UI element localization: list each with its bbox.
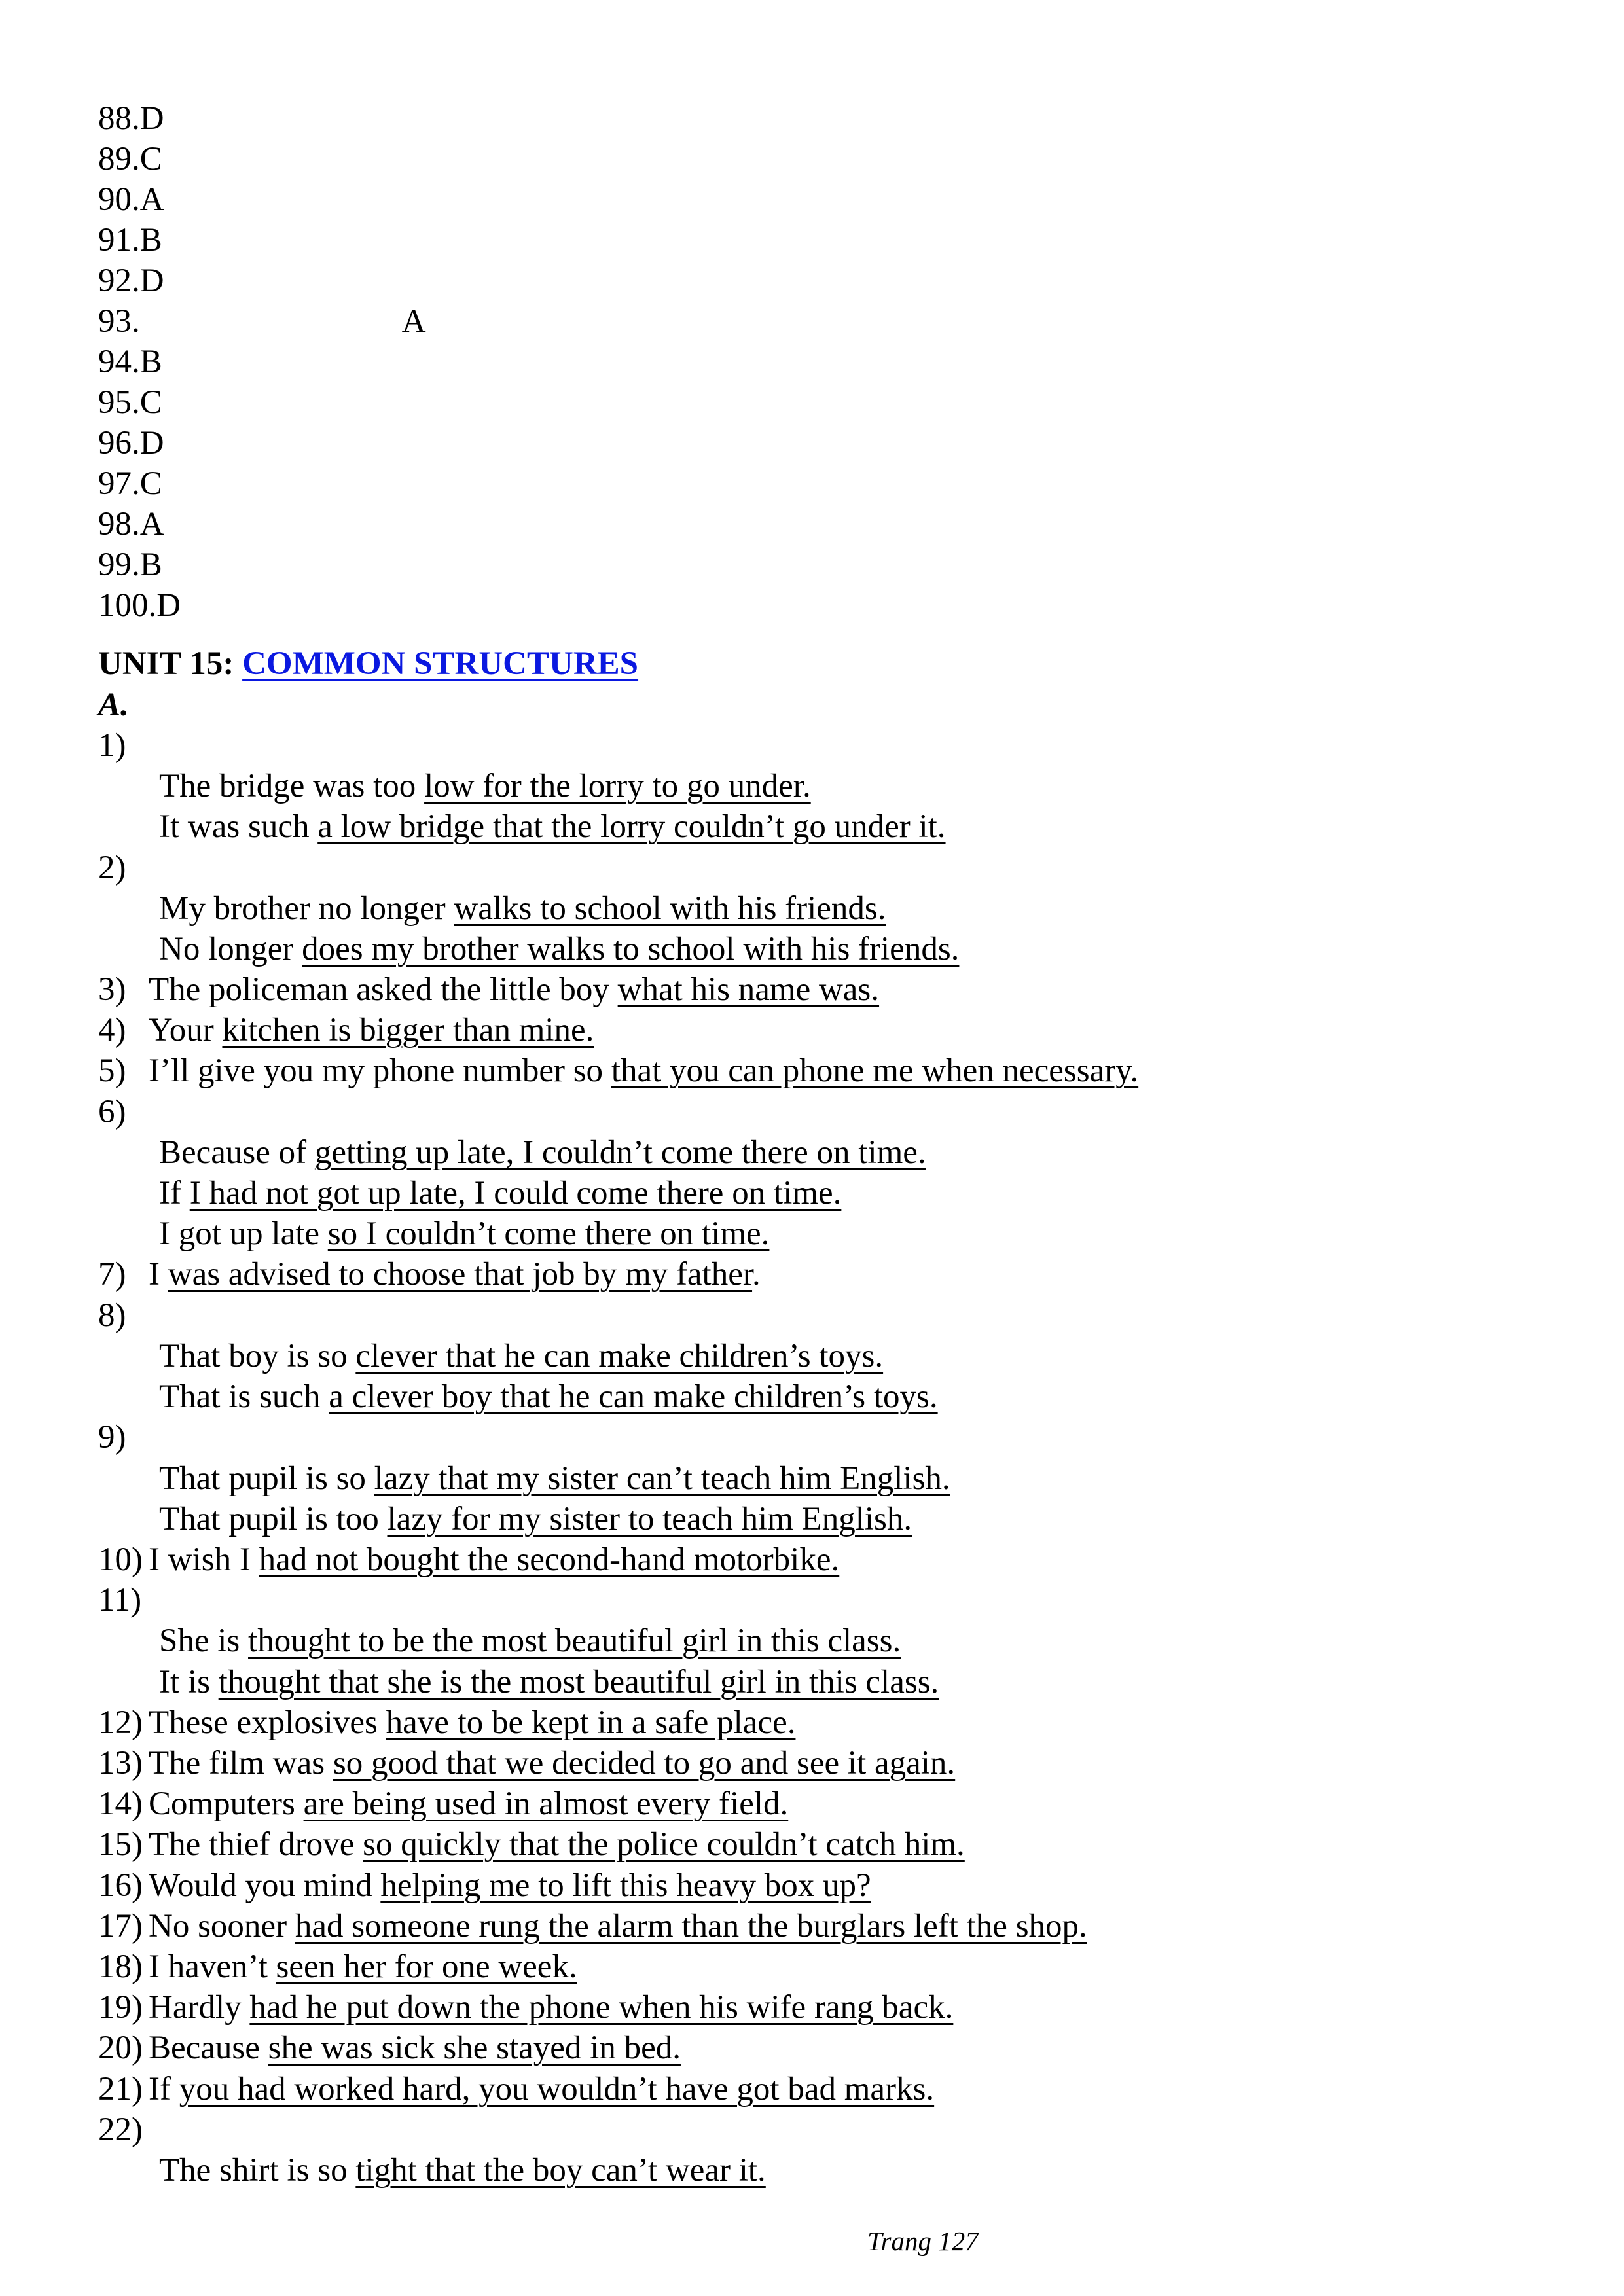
answer-item: 93. A — [98, 303, 426, 340]
sentence-line: 16) Would you mind helping me to lift this heavy box up? — [98, 1867, 871, 1904]
item-number: 2) — [98, 850, 126, 886]
sentence-line: 7) I was advised to choose that job by my father. — [98, 1256, 761, 1293]
sentence-line: 3) The policeman asked the little boy what his name was. — [98, 971, 880, 1008]
answer-item: 97.C — [98, 465, 162, 502]
item-number: 8) — [98, 1297, 126, 1334]
answer-item: 99.B — [98, 547, 162, 583]
sentence-line: The bridge was too low for the lorry to go under. — [159, 768, 811, 804]
unit-heading: UNIT 15: COMMON STRUCTURES — [98, 645, 639, 682]
sentence-line: She is thought to be the most beautiful girl in this class. — [159, 1623, 901, 1659]
page-footer: Trang 127 — [867, 2226, 979, 2256]
item-number: 22) — [98, 2111, 143, 2148]
sentence-line: 18) I haven’t seen her for one week. — [98, 1948, 577, 1985]
answer-item: 100.D — [98, 587, 181, 624]
answer-item: 96.D — [98, 425, 164, 461]
item-number: 6) — [98, 1094, 126, 1130]
answer-item: 91.B — [98, 222, 162, 259]
item-number: 1) — [98, 727, 126, 764]
sentence-line: If I had not got up late, I could come there on time. — [159, 1175, 842, 1211]
answer-item: 94.B — [98, 344, 162, 380]
sentence-line: 4) Your kitchen is bigger than mine. — [98, 1012, 594, 1049]
sentence-line: 10) I wish I had not bought the second-hand motorbike. — [98, 1541, 840, 1578]
sentence-line: It was such a low bridge that the lorry couldn’t go under it. — [159, 808, 946, 845]
sentence-line: I got up late so I couldn’t come there on time. — [159, 1215, 770, 1252]
answer-item: 92.D — [98, 262, 164, 299]
sentence-line: My brother no longer walks to school with his friends. — [159, 890, 886, 927]
sentence-line: Because of getting up late, I couldn’t come there on time. — [159, 1134, 926, 1171]
answer-item: 95.C — [98, 384, 162, 421]
answer-item: 98.A — [98, 506, 164, 543]
unit-title-link[interactable]: COMMON STRUCTURES — [242, 645, 639, 682]
section-label: A. — [98, 687, 129, 723]
sentence-line: 5) I’ll give you my phone number so that you can phone me when necessary. — [98, 1052, 1139, 1089]
sentence-line: 19) Hardly had he put down the phone when his wife rang back. — [98, 1989, 954, 2026]
answer-item: 88.D — [98, 100, 164, 137]
sentence-line: 14) Computers are being used in almost every field. — [98, 1785, 789, 1822]
sentence-line: That boy is so clever that he can make children’s toys. — [159, 1338, 884, 1374]
sentence-line: 21) If you had worked hard, you wouldn’t have got bad marks. — [98, 2071, 935, 2108]
answer-item: 90.A — [98, 181, 164, 218]
sentence-line: 20) Because she was sick she stayed in bed. — [98, 2030, 681, 2066]
sentence-line: That pupil is so lazy that my sister can’t teach him English. — [159, 1460, 950, 1497]
sentence-line: 12) These explosives have to be kept in a safe place. — [98, 1704, 796, 1741]
item-number: 9) — [98, 1419, 126, 1456]
item-number: 11) — [98, 1582, 142, 1619]
sentence-line: 15) The thief drove so quickly that the police couldn’t catch him. — [98, 1826, 965, 1863]
sentence-line: 17) No sooner had someone rung the alarm than the burglars left the shop. — [98, 1908, 1087, 1945]
sentence-line: No longer does my brother walks to school with his friends. — [159, 931, 960, 967]
sentence-line: That pupil is too lazy for my sister to teach him English. — [159, 1501, 912, 1537]
answer-item: 89.C — [98, 141, 162, 177]
sentence-line: 13) The film was so good that we decided to go and see it again. — [98, 1745, 956, 1782]
sentence-line: The shirt is so tight that the boy can’t wear it. — [159, 2152, 766, 2189]
sentence-line: That is such a clever boy that he can make children’s toys. — [159, 1378, 938, 1415]
sentence-line: It is thought that she is the most beautiful girl in this class. — [159, 1664, 939, 1700]
